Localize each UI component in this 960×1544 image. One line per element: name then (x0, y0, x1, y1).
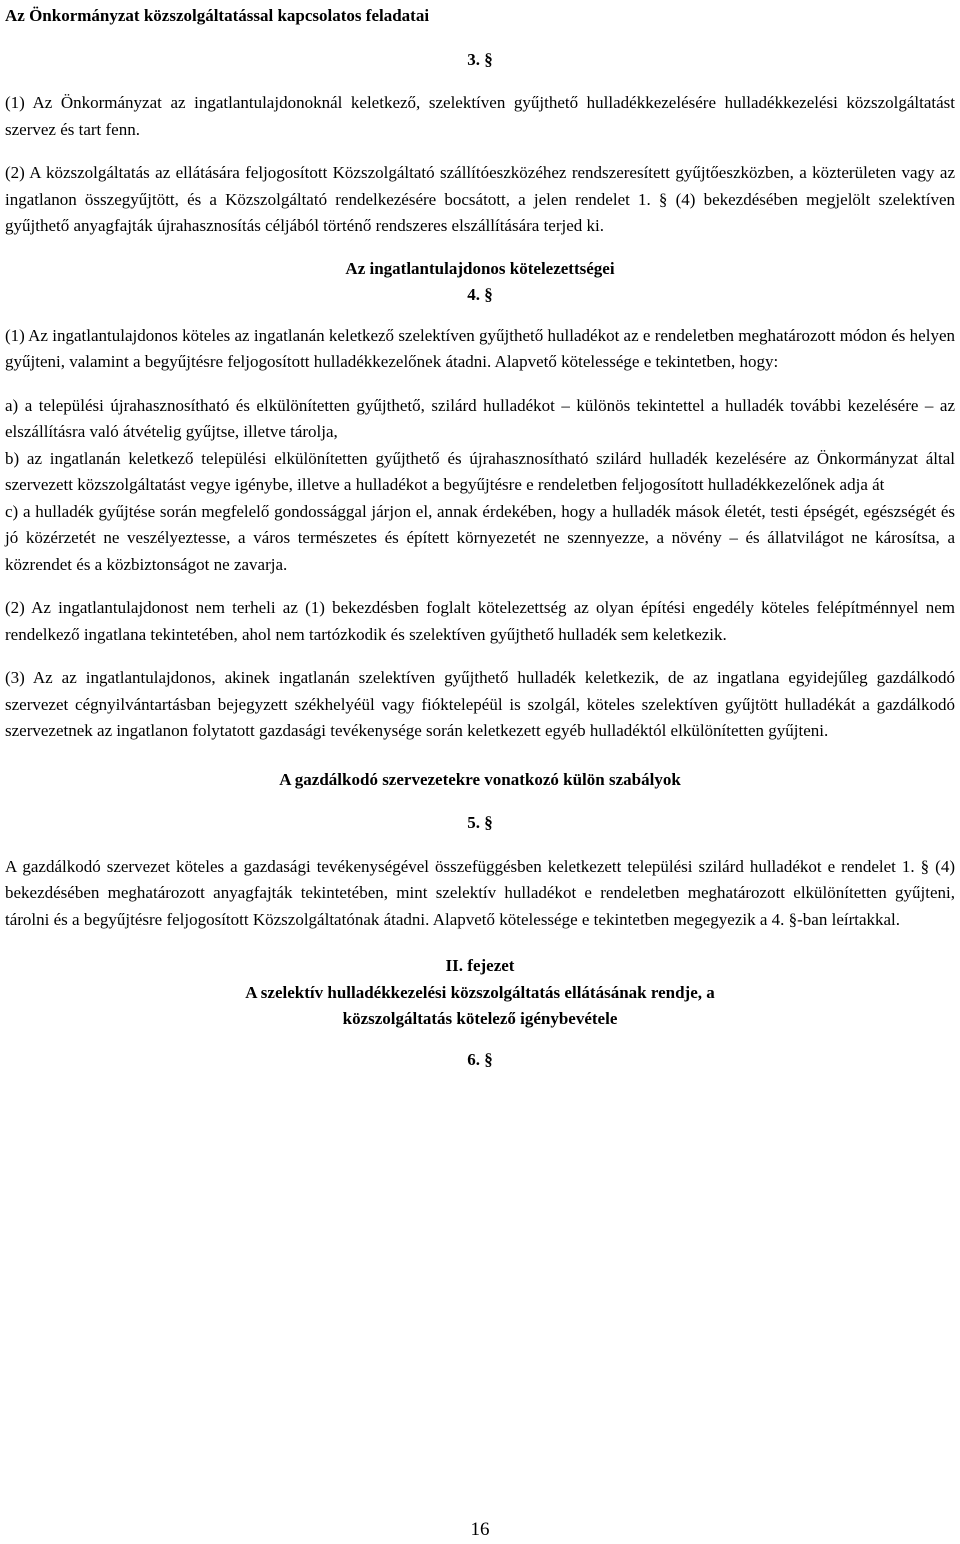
section-number: 3. § (467, 49, 493, 69)
document-page (5, 0, 955, 1073)
paragraph: (2) Az ingatlantulajdonost nem terheli az (1) bekezdésben foglalt kötelezettség az olyan építési engedély köteles felépítménnyel nem rendelkező ingatlana tekintetében, ahol nem tartózkodik és szelektíven gyűjthető hulladék sem keletkezik. (5, 598, 955, 644)
section-number: 4. § (467, 285, 493, 304)
section-heading: Az Önkormányzat közszolgáltatással kapcsolatos feladatai (5, 6, 430, 25)
page-number: 16 (470, 1519, 490, 1540)
paragraph: (2) A közszolgáltatás az ellátására feljogosított Közszolgáltató szállítóeszközéhez rendszeresített gyűjtőeszközben, a közterületen vagy az ingatlanon összegyűjtött, és a Közszolgáltató rendelkezésére bocsátott, a jelen rendelet 1. § (4) bekezdésében megjelölt szelektíven gyűjthető anyagfajták újrahasznosítás céljából történő rendszeres elszállítására terjed ki. (5, 163, 955, 235)
chapter-title: közszolgáltatás kötelező igénybevétele (342, 1009, 618, 1028)
list-item: b) az ingatlanán keletkező települési elkülönítetten gyűjthető és újrahasznosítható szilárd hulladék kezelésére az Önkormányzat által szervezett közszolgáltatást vegye igénybe, illetve a hulladékot a begyűjtésre e rendeletben feljogosított hulladékkezelőnek adja át (5, 448, 955, 494)
paragraph: (1) Az Önkormányzat az ingatlantulajdonoknál keletkező, szelektíven gyűjthető hulladékkezelésére hulladékkezelési közszolgáltatást szervez és tart fenn. (5, 93, 955, 139)
paragraph: A gazdálkodó szervezet köteles a gazdasági tevékenységével összefüggésben keletkezett települési szilárd hulladékot e rendelet 1. § (4) bekezdésében meghatározott anyagfajták tekintetében, mint szelektív hulladékot e rendeletben meghatározott elkülönítetten gyűjteni, tárolni és a begyűjtésre feljogosított Közszolgáltatónak átadni. Alapvető kötelessége e tekintetben megegyezik a 4. §-ban leírtakkal. (5, 856, 955, 929)
chapter-label: II. fejezet (445, 956, 515, 975)
paragraph: (3) Az az ingatlantulajdonos, akinek ingatlanán szelektíven gyűjthető hulladék keletkezik, de az ingatlana egyidejűleg gazdálkodó szervezet cégnyilvántartásban bejegyzett székhelyéül vagy fióktelepéül is szolgál, köteles szelektíven gyűjtött hulladékát a gazdálkodó szervezetnek az ingatlanon folytatott gazdasági tevékenysége során keletkezett egyéb hulladéktól elkülönítetten gyűjteni. (5, 668, 955, 740)
paragraph: (1) Az ingatlantulajdonos köteles az ingatlanán keletkező szelektíven gyűjthető hulladékot az e rendeletben meghatározott módon és helyen gyűjteni, valamint a begyűjtésre feljogosított hulladékkezelőnek átadni. Alapvető kötelessége e tekintetben, hogy: (5, 325, 955, 371)
section-heading: A gazdálkodó szervezetekre vonatkozó külön szabályok (279, 769, 681, 789)
list-item: c) a hulladék gyűjtése során megfelelő gondossággal járjon el, annak érdekében, hogy a hulladék mások életét, testi épségét, egészségét és jó közérzetét ne veszélyeztesse, a város természetes és épített környezetét ne szennyezze, a növény – és állatvilágot ne károsítsa, a közrendet és a közbiztonságot ne zavarja. (5, 501, 955, 574)
section-number: 5. § (467, 813, 493, 832)
section-number: 6. § (467, 1049, 493, 1069)
chapter-title: A szelektív hulladékkezelési közszolgáltatás ellátásának rendje, a (245, 982, 715, 1002)
section-heading: Az ingatlantulajdonos kötelezettségei (345, 258, 615, 278)
list-item: a) a települési újrahasznosítható és elkülönítetten gyűjthető, szilárd hulladékot – különös tekintettel a hulladék további kezelésére – az elszállításra való átvételig gyűjtse, illetve tárolja, (5, 395, 955, 441)
